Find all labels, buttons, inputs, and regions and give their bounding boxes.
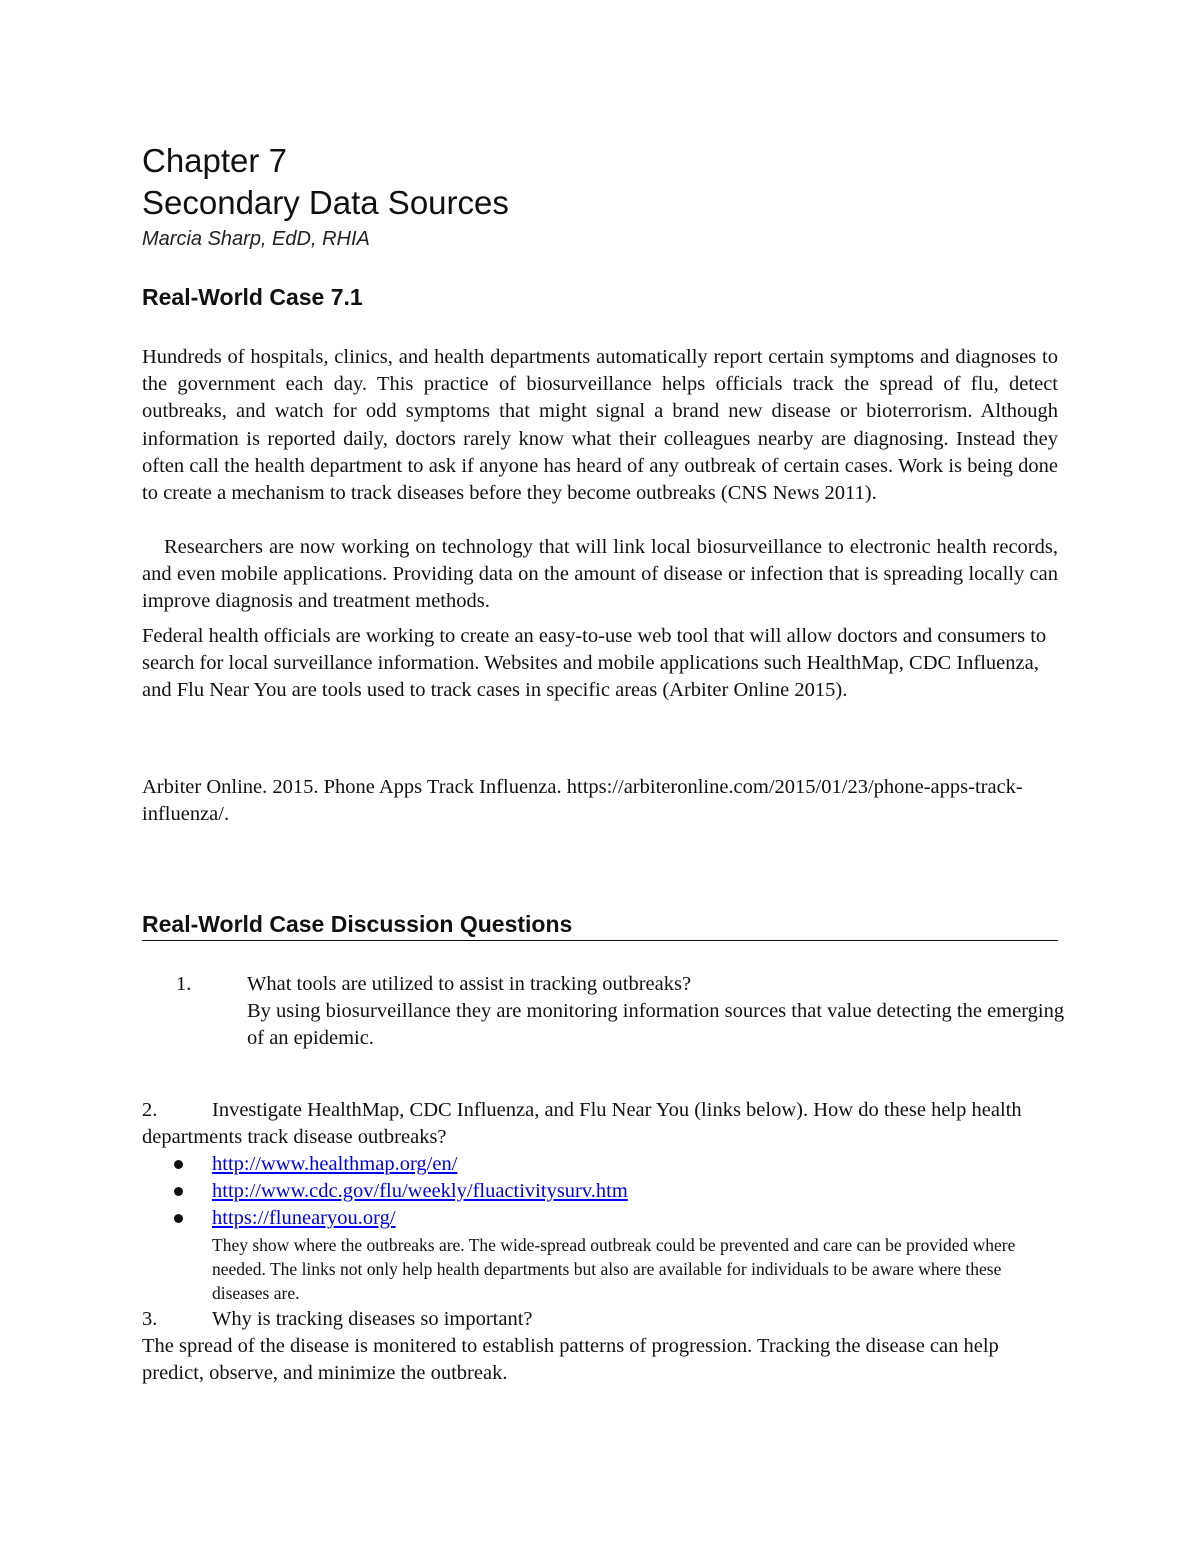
list-item [172, 1205, 1052, 1232]
question-1-answer: By using biosurveillance they are monitoring information sources that value detecting the emerging of an epidemic. [247, 1000, 1065, 1050]
chapter-number: Chapter 7 [142, 142, 287, 179]
question-2-label: Investigate HealthMap, CDC Influenza, and Flu Near You (links below). How do these help health departments track disease outbreaks? [142, 1099, 1022, 1149]
healthmap-link[interactable]: http://www.healthmap.org/en/ [212, 1153, 458, 1175]
case-paragraph-2: Researchers are now working on technology that will link local biosurveillance to electronic health records, and even mobile applications. Providing data on the amount of disease or infection that is spreading locally can improve diagnosis and treatment methods. [142, 536, 1058, 613]
question-3-text [142, 1306, 1058, 1333]
case-paragraph-1: Hundreds of hospitals, clinics, and health departments automatically report certain symptoms and diagnoses to the government each day. This practice of biosurveillance helps officials track the spread of flu, detect outbreaks, and watch for odd symptoms that might signal a brand new disease or bioterrorism. Although information is reported daily, doctors rarely know what their colleagues nearby are diagnosing. Instead they often call the health department to ask if anyone has heard of any outbreak of certain cases. Work is being done to create a mechanism to track diseases before they become outbreaks (CNS News 2011). [142, 346, 1058, 505]
list-item [172, 1178, 1052, 1205]
question-1-number: 1. [176, 973, 192, 995]
question-3-number: 3. [142, 1308, 158, 1330]
case-paragraph-3: Federal health officials are working to create an easy-to-use web tool that will allow doctors and consumers to search for local surveillance information. Websites and mobile applications such HealthMap, CDC Influenza, and Flu Near You are tools used to track cases in specific areas (Arbiter Online 2015). [142, 625, 1047, 702]
bullet-icon [174, 1214, 183, 1223]
question-1-block [247, 971, 1067, 1053]
bullet-icon [174, 1187, 183, 1196]
flu-near-you-link[interactable]: https://flunearyou.org/ [212, 1207, 396, 1229]
bullet-icon [174, 1160, 183, 1169]
chapter-title: Secondary Data Sources [142, 184, 509, 221]
question-2-text [142, 1097, 1058, 1151]
question-2-answer: They show where the outbreaks are. The wide-spread outbreak could be prevented and care can be provided where needed. The links not only help health departments but also are available for individuals to be aware where these diseases are. [212, 1235, 1016, 1303]
case-heading: Real-World Case 7.1 [142, 284, 363, 310]
discussion-heading: Real-World Case Discussion Questions [142, 908, 1058, 941]
question-3-answer: The spread of the disease is monitered to establish patterns of progression. Tracking the disease can help predict, observe, and minimize the outbreak. [142, 1335, 999, 1385]
question-2-number: 2. [142, 1099, 158, 1121]
list-item [172, 1151, 1052, 1178]
question-1-text: What tools are utilized to assist in tracking outbreaks? [247, 973, 692, 995]
author-byline: Marcia Sharp, EdD, RHIA [142, 228, 370, 250]
question-3-label: Why is tracking diseases so important? [212, 1308, 533, 1330]
cdc-flu-link[interactable]: http://www.cdc.gov/flu/weekly/fluactivitysurv.htm [212, 1180, 628, 1202]
resource-link-list [172, 1151, 1052, 1232]
reference-citation: Arbiter Online. 2015. Phone Apps Track Influenza. https://arbiteronline.com/2015/01/23/phone-apps-track-influenza/. [142, 776, 1023, 826]
